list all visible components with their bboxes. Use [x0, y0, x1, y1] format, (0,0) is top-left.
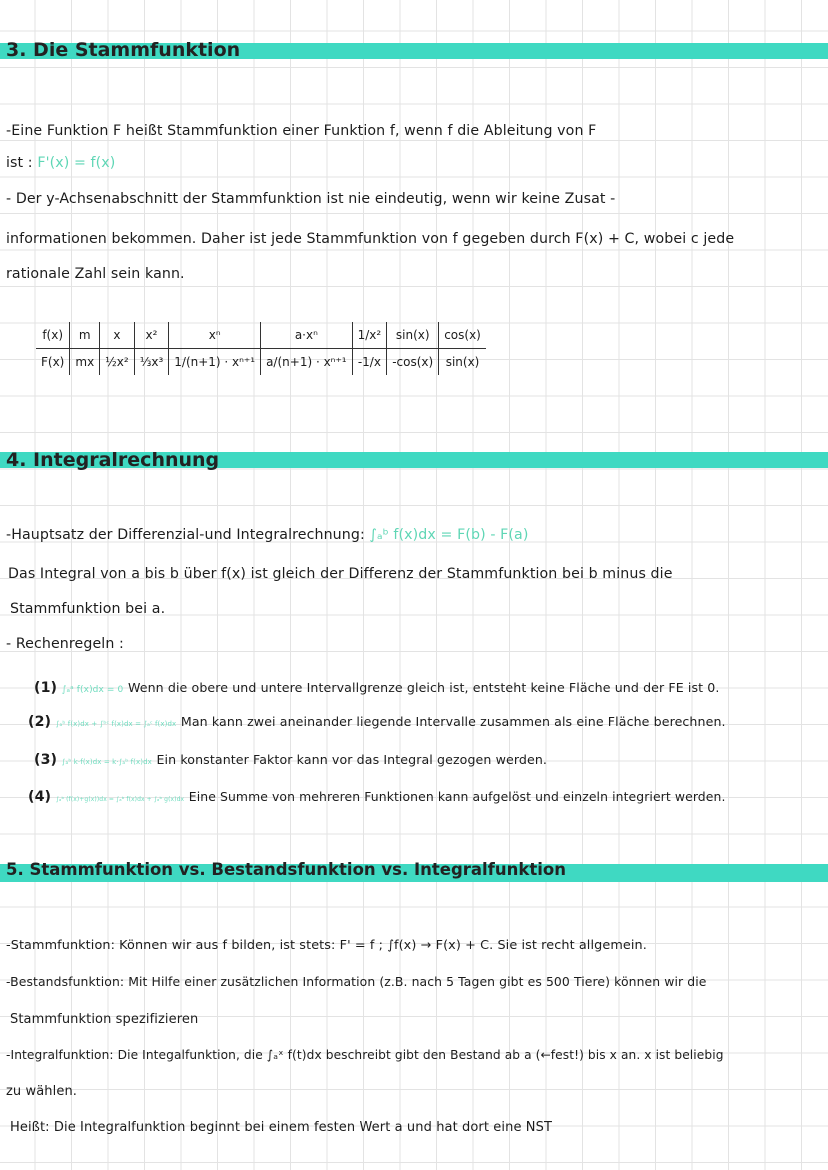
hauptsatz-label: -Hauptsatz der Differenzial-und Integralrechnung: — [6, 527, 365, 543]
rule-formula: ∫ₐᵃ f(x)dx = 0 — [61, 685, 124, 695]
section5-line6: Heißt: Die Integralfunktion beginnt bei einem festen Wert a und hat dort eine NST — [10, 1120, 553, 1135]
rule-2 — [28, 714, 726, 730]
table-cell: f(x) — [36, 322, 70, 349]
rule-formula: ∫ₐᵇ f(x)dx + ∫ᵇᶜ f(x)dx = ∫ₐᶜ f(x)dx — [55, 720, 177, 728]
rule-number: (4) — [28, 789, 52, 805]
rule-number: (2) — [28, 714, 52, 730]
table-cell: -1/x — [352, 349, 387, 376]
rule-1 — [34, 680, 720, 696]
hauptsatz-formula: ∫ₐᵇ f(x)dx = F(b) - F(a) — [369, 527, 529, 543]
section3-line1: -Eine Funktion F heißt Stammfunktion einer Funktion f, wenn f die Ableitung von F — [6, 123, 597, 139]
table-cell: 1/(n+1) · xⁿ⁺¹ — [169, 349, 261, 376]
table-cell: a/(n+1) · xⁿ⁺¹ — [261, 349, 353, 376]
section3-line4: informationen bekommen. Daher ist jede Stammfunktion von f gegeben durch F(x) + C, wobei c jede — [6, 231, 735, 247]
section4-line2: Das Integral von a bis b über f(x) ist gleich der Differenz der Stammfunktion bei b minus die — [8, 566, 673, 582]
rule-text: Man kann zwei aneinander liegende Intervalle zusammen als eine Fläche berechnen. — [180, 714, 726, 729]
section4-title: 4. Integralrechnung — [6, 449, 220, 471]
table-cell: ½x² — [100, 349, 135, 376]
stammfunktion-table — [36, 322, 486, 375]
rule-number: (1) — [34, 680, 58, 696]
table-row-f — [36, 322, 486, 349]
table-cell: cos(x) — [439, 322, 486, 349]
section3-title: 3. Die Stammfunktion — [6, 39, 241, 61]
section3-line2-label: ist : — [6, 155, 33, 171]
table-cell: sin(x) — [439, 349, 486, 376]
table-cell: x — [100, 322, 135, 349]
rule-text: Eine Summe von mehreren Funktionen kann aufgelöst und einzeln integriert werden. — [188, 789, 726, 804]
table-cell: ⅓x³ — [134, 349, 169, 376]
section3-line3: - Der y-Achsenabschnitt der Stammfunktion ist nie eindeutig, wenn wir keine Zusat - — [6, 191, 616, 207]
table-cell: a·xⁿ — [261, 322, 353, 349]
table-cell: 1/x² — [352, 322, 387, 349]
rechenregeln-label: - Rechenregeln : — [6, 636, 124, 652]
rule-text: Ein konstanter Faktor kann vor das Integral gezogen werden. — [156, 752, 548, 767]
rule-3 — [34, 752, 547, 768]
table-row-F — [36, 349, 486, 376]
section5-line5: zu wählen. — [6, 1084, 78, 1099]
section4-line3: Stammfunktion bei a. — [10, 601, 166, 617]
table-cell: x² — [134, 322, 169, 349]
derivative-formula: F'(x) = f(x) — [37, 155, 116, 171]
section5-line1: -Stammfunktion: Können wir aus f bilden, ist stets: F' = f ; ∫f(x) → F(x) + C. Sie ist recht allgemein. — [6, 938, 647, 953]
section5-line3: Stammfunktion spezifizieren — [10, 1012, 199, 1027]
table-cell: -cos(x) — [387, 349, 439, 376]
section5-line4: -Integralfunktion: Die Integalfunktion, die ∫ₐˣ f(t)dx beschreibt gibt den Bestand ab a (←fest!) bis x an. x ist beliebig — [6, 1048, 724, 1062]
table-cell: sin(x) — [387, 322, 439, 349]
section3-line5: rationale Zahl sein kann. — [6, 266, 185, 282]
rule-formula: ∫ₐᵇ k·f(x)dx = k·∫ₐᵇ f(x)dx — [61, 758, 152, 766]
rule-number: (3) — [34, 752, 58, 768]
section3-line2 — [6, 155, 115, 171]
table-cell: F(x) — [36, 349, 70, 376]
rule-formula: ∫ₐᵇ (f(x)+g(x))dx = ∫ₐᵇ f(x)dx + ∫ₐᵇ g(x)dx — [55, 796, 185, 803]
table-cell: xⁿ — [169, 322, 261, 349]
section5-title: 5. Stammfunktion vs. Bestandsfunktion vs. Integralfunktion — [6, 860, 566, 879]
rule-text: Wenn die obere und untere Intervallgrenze gleich ist, entsteht keine Fläche und der FE ist 0. — [127, 680, 720, 695]
table-cell: mx — [70, 349, 100, 376]
hauptsatz-line — [6, 527, 528, 543]
table-cell: m — [70, 322, 100, 349]
section5-line2: -Bestandsfunktion: Mit Hilfe einer zusätzlichen Information (z.B. nach 5 Tagen gibt es 500 Tiere) können wir die — [6, 974, 707, 989]
rule-4 — [28, 789, 725, 805]
